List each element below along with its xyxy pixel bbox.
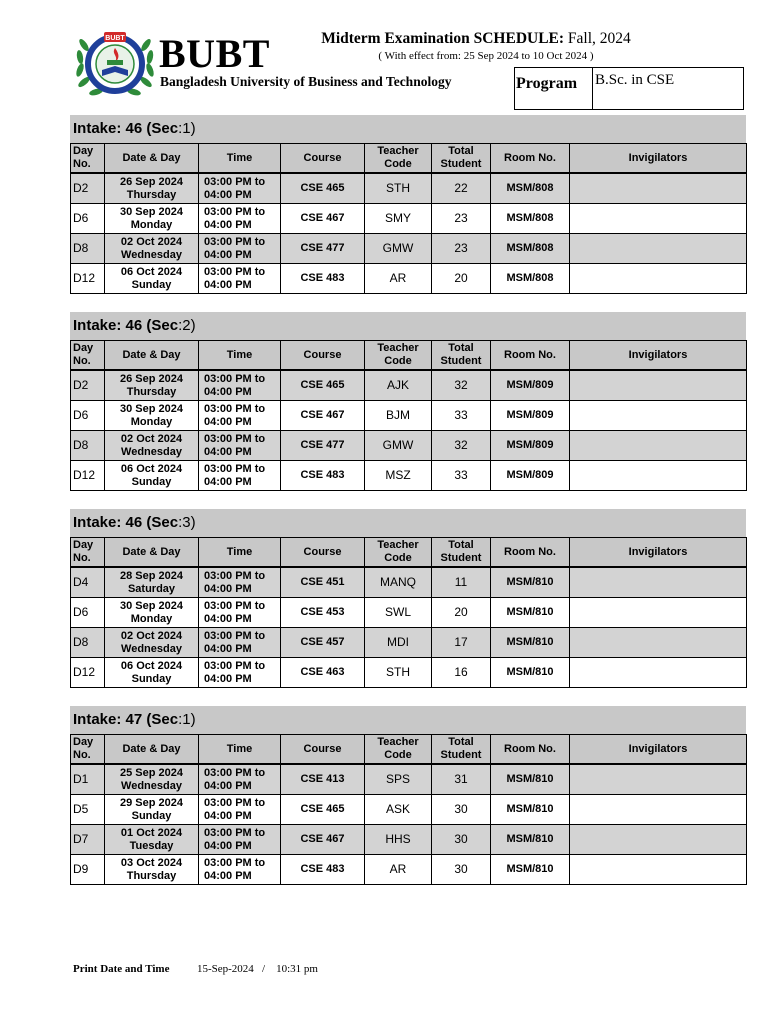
column-header-total: Total Student (432, 735, 491, 765)
date-cell: 30 Sep 2024 Monday (105, 401, 199, 431)
total-cell: 33 (432, 401, 491, 431)
print-time: 10:31 pm (276, 963, 318, 975)
time-cell: 03:00 PM to 04:00 PM (199, 204, 281, 234)
table-header-row (71, 538, 747, 568)
column-header-course: Course (281, 735, 365, 765)
total-cell: 31 (432, 764, 491, 795)
table-row (71, 264, 747, 294)
table-row (71, 370, 747, 401)
date-cell: 25 Sep 2024 Wednesday (105, 764, 199, 795)
time-cell: 03:00 PM to 04:00 PM (199, 431, 281, 461)
time-cell: 03:00 PM to 04:00 PM (199, 598, 281, 628)
program-box (514, 67, 744, 110)
course-cell: CSE 465 (281, 795, 365, 825)
program-label: Program (515, 68, 593, 109)
invigilators-cell (570, 234, 747, 264)
room-cell: MSM/809 (491, 370, 570, 401)
total-cell: 30 (432, 795, 491, 825)
table-row (71, 204, 747, 234)
day-cell: D8 (71, 234, 105, 264)
column-header-day: Day No. (71, 144, 105, 174)
invigilators-cell (570, 173, 747, 204)
invigilators-cell (570, 825, 747, 855)
course-cell: CSE 467 (281, 825, 365, 855)
course-cell: CSE 457 (281, 628, 365, 658)
course-cell: CSE 465 (281, 173, 365, 204)
table-row (71, 795, 747, 825)
effective-dates: ( With effect from: 25 Sep 2024 to 10 Oct 2024 ) (378, 50, 594, 62)
column-header-day: Day No. (71, 538, 105, 568)
column-header-total: Total Student (432, 341, 491, 371)
time-cell: 03:00 PM to 04:00 PM (199, 795, 281, 825)
invigilators-cell (570, 204, 747, 234)
date-cell: 02 Oct 2024 Wednesday (105, 431, 199, 461)
course-cell: CSE 483 (281, 264, 365, 294)
teacher-cell: AJK (365, 370, 432, 401)
day-cell: D7 (71, 825, 105, 855)
invigilators-cell (570, 598, 747, 628)
table-row (71, 598, 747, 628)
column-header-teacher: Teacher Code (365, 735, 432, 765)
column-header-invigilators: Invigilators (570, 144, 747, 174)
total-cell: 20 (432, 264, 491, 294)
invigilators-cell (570, 461, 747, 491)
print-date: 15-Sep-2024 (196, 963, 254, 975)
table-header-row (71, 144, 747, 174)
column-header-total: Total Student (432, 538, 491, 568)
teacher-cell: SMY (365, 204, 432, 234)
teacher-cell: MSZ (365, 461, 432, 491)
time-cell: 03:00 PM to 04:00 PM (199, 628, 281, 658)
day-cell: D5 (71, 795, 105, 825)
teacher-cell: SWL (365, 598, 432, 628)
room-cell: MSM/810 (491, 795, 570, 825)
date-cell: 06 Oct 2024 Sunday (105, 264, 199, 294)
time-cell: 03:00 PM to 04:00 PM (199, 173, 281, 204)
column-header-room: Room No. (491, 735, 570, 765)
column-header-time: Time (199, 341, 281, 371)
total-cell: 17 (432, 628, 491, 658)
column-header-day: Day No. (71, 735, 105, 765)
date-cell: 29 Sep 2024 Sunday (105, 795, 199, 825)
table-row (71, 567, 747, 598)
date-cell: 06 Oct 2024 Sunday (105, 461, 199, 491)
course-cell: CSE 453 (281, 598, 365, 628)
date-cell: 30 Sep 2024 Monday (105, 598, 199, 628)
teacher-cell: ASK (365, 795, 432, 825)
room-cell: MSM/810 (491, 628, 570, 658)
table-row (71, 461, 747, 491)
room-cell: MSM/809 (491, 461, 570, 491)
column-header-total: Total Student (432, 144, 491, 174)
day-cell: D4 (71, 567, 105, 598)
invigilators-cell (570, 431, 747, 461)
room-cell: MSM/810 (491, 764, 570, 795)
invigilators-cell (570, 370, 747, 401)
teacher-cell: AR (365, 264, 432, 294)
university-name: Bangladesh University of Business and Technology (160, 74, 452, 89)
course-cell: CSE 451 (281, 567, 365, 598)
column-header-room: Room No. (491, 144, 570, 174)
invigilators-cell (570, 855, 747, 885)
exam-section (70, 312, 746, 491)
invigilators-cell (570, 628, 747, 658)
total-cell: 33 (432, 461, 491, 491)
column-header-course: Course (281, 538, 365, 568)
print-info (73, 962, 318, 976)
teacher-cell: BJM (365, 401, 432, 431)
table-header-row (71, 341, 747, 371)
total-cell: 16 (432, 658, 491, 688)
time-cell: 03:00 PM to 04:00 PM (199, 764, 281, 795)
column-header-time: Time (199, 538, 281, 568)
date-cell: 30 Sep 2024 Monday (105, 204, 199, 234)
total-cell: 30 (432, 855, 491, 885)
bubt-logo-icon (74, 24, 156, 100)
schedule-table (70, 143, 747, 294)
table-row (71, 401, 747, 431)
time-cell: 03:00 PM to 04:00 PM (199, 264, 281, 294)
invigilators-cell (570, 401, 747, 431)
date-cell: 01 Oct 2024 Tuesday (105, 825, 199, 855)
exam-section (70, 509, 746, 688)
total-cell: 23 (432, 204, 491, 234)
course-cell: CSE 465 (281, 370, 365, 401)
table-row (71, 764, 747, 795)
day-cell: D6 (71, 401, 105, 431)
column-header-course: Course (281, 144, 365, 174)
total-cell: 23 (432, 234, 491, 264)
day-cell: D12 (71, 264, 105, 294)
svg-text:BUBT: BUBT (105, 35, 125, 42)
column-header-teacher: Teacher Code (365, 538, 432, 568)
print-separator: / (262, 963, 266, 975)
teacher-cell: GMW (365, 431, 432, 461)
date-cell: 02 Oct 2024 Wednesday (105, 628, 199, 658)
time-cell: 03:00 PM to 04:00 PM (199, 855, 281, 885)
room-cell: MSM/810 (491, 598, 570, 628)
column-header-invigilators: Invigilators (570, 341, 747, 371)
intake-heading: Intake: 47 (Sec:1) (70, 706, 746, 734)
exam-title: Midterm Examination SCHEDULE: Fall, 2024 (321, 30, 631, 47)
table-header-row (71, 735, 747, 765)
room-cell: MSM/810 (491, 825, 570, 855)
room-cell: MSM/808 (491, 264, 570, 294)
teacher-cell: STH (365, 658, 432, 688)
date-cell: 06 Oct 2024 Sunday (105, 658, 199, 688)
table-row (71, 431, 747, 461)
invigilators-cell (570, 567, 747, 598)
total-cell: 32 (432, 370, 491, 401)
intake-heading: Intake: 46 (Sec:1) (70, 115, 746, 143)
invigilators-cell (570, 264, 747, 294)
invigilators-cell (570, 764, 747, 795)
teacher-cell: MDI (365, 628, 432, 658)
teacher-cell: SPS (365, 764, 432, 795)
course-cell: CSE 483 (281, 461, 365, 491)
teacher-cell: GMW (365, 234, 432, 264)
room-cell: MSM/809 (491, 401, 570, 431)
day-cell: D6 (71, 204, 105, 234)
column-header-room: Room No. (491, 341, 570, 371)
document-header (0, 0, 768, 115)
time-cell: 03:00 PM to 04:00 PM (199, 370, 281, 401)
day-cell: D12 (71, 461, 105, 491)
table-row (71, 628, 747, 658)
brand-name: BUBT (159, 31, 270, 76)
time-cell: 03:00 PM to 04:00 PM (199, 401, 281, 431)
schedule-table (70, 734, 747, 885)
schedule-table (70, 340, 747, 491)
table-row (71, 234, 747, 264)
room-cell: MSM/808 (491, 204, 570, 234)
room-cell: MSM/808 (491, 173, 570, 204)
column-header-time: Time (199, 735, 281, 765)
day-cell: D9 (71, 855, 105, 885)
time-cell: 03:00 PM to 04:00 PM (199, 658, 281, 688)
time-cell: 03:00 PM to 04:00 PM (199, 825, 281, 855)
date-cell: 26 Sep 2024 Thursday (105, 370, 199, 401)
total-cell: 20 (432, 598, 491, 628)
room-cell: MSM/810 (491, 658, 570, 688)
table-row (71, 173, 747, 204)
course-cell: CSE 477 (281, 431, 365, 461)
room-cell: MSM/809 (491, 431, 570, 461)
table-row (71, 825, 747, 855)
column-header-date: Date & Day (105, 341, 199, 371)
room-cell: MSM/810 (491, 567, 570, 598)
table-row (71, 658, 747, 688)
column-header-day: Day No. (71, 341, 105, 371)
time-cell: 03:00 PM to 04:00 PM (199, 567, 281, 598)
course-cell: CSE 483 (281, 855, 365, 885)
exam-section (70, 706, 746, 885)
intake-heading: Intake: 46 (Sec:2) (70, 312, 746, 340)
day-cell: D1 (71, 764, 105, 795)
total-cell: 30 (432, 825, 491, 855)
date-cell: 26 Sep 2024 Thursday (105, 173, 199, 204)
day-cell: D2 (71, 370, 105, 401)
column-header-invigilators: Invigilators (570, 538, 747, 568)
date-cell: 28 Sep 2024 Saturday (105, 567, 199, 598)
table-row (71, 855, 747, 885)
day-cell: D6 (71, 598, 105, 628)
day-cell: D12 (71, 658, 105, 688)
teacher-cell: HHS (365, 825, 432, 855)
invigilators-cell (570, 795, 747, 825)
date-cell: 03 Oct 2024 Thursday (105, 855, 199, 885)
total-cell: 11 (432, 567, 491, 598)
room-cell: MSM/808 (491, 234, 570, 264)
schedule-table (70, 537, 747, 688)
column-header-room: Room No. (491, 538, 570, 568)
invigilators-cell (570, 658, 747, 688)
column-header-invigilators: Invigilators (570, 735, 747, 765)
total-cell: 32 (432, 431, 491, 461)
teacher-cell: STH (365, 173, 432, 204)
column-header-course: Course (281, 341, 365, 371)
course-cell: CSE 477 (281, 234, 365, 264)
intake-heading: Intake: 46 (Sec:3) (70, 509, 746, 537)
course-cell: CSE 463 (281, 658, 365, 688)
column-header-teacher: Teacher Code (365, 144, 432, 174)
day-cell: D2 (71, 173, 105, 204)
exam-section (70, 115, 746, 294)
day-cell: D8 (71, 628, 105, 658)
column-header-date: Date & Day (105, 538, 199, 568)
date-cell: 02 Oct 2024 Wednesday (105, 234, 199, 264)
course-cell: CSE 467 (281, 204, 365, 234)
column-header-teacher: Teacher Code (365, 341, 432, 371)
teacher-cell: AR (365, 855, 432, 885)
column-header-date: Date & Day (105, 144, 199, 174)
column-header-date: Date & Day (105, 735, 199, 765)
course-cell: CSE 413 (281, 764, 365, 795)
total-cell: 22 (432, 173, 491, 204)
time-cell: 03:00 PM to 04:00 PM (199, 461, 281, 491)
teacher-cell: MANQ (365, 567, 432, 598)
time-cell: 03:00 PM to 04:00 PM (199, 234, 281, 264)
column-header-time: Time (199, 144, 281, 174)
room-cell: MSM/810 (491, 855, 570, 885)
day-cell: D8 (71, 431, 105, 461)
program-value: B.Sc. in CSE (595, 72, 675, 88)
print-label: Print Date and Time (73, 963, 170, 975)
course-cell: CSE 467 (281, 401, 365, 431)
